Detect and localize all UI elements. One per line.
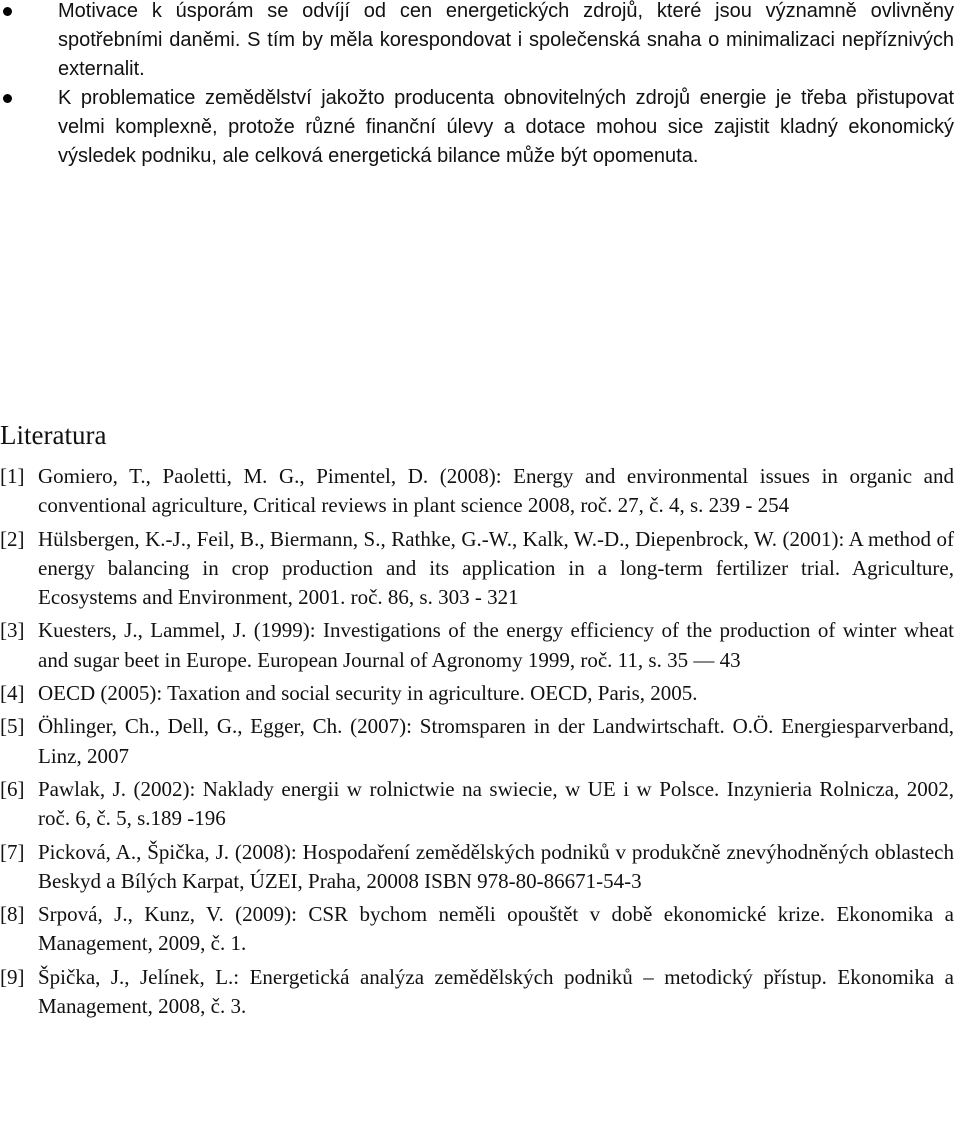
reference-item <box>0 775 954 834</box>
reference-text: Špička, J., Jelínek, L.: Energetická analýza zemědělských podniků – metodický přístup. Ekonomika a Management, 2008, č. 3. <box>38 964 954 1019</box>
reference-item <box>0 679 954 708</box>
reference-text: Hülsbergen, K.-J., Feil, B., Biermann, S., Rathke, G.-W., Kalk, W.-D., Diepenbrock, W. (2001): A method of energy balancing in crop production and its application in a long-term fertilizer trial. Agriculture, Ecosystems and Environment, 2001. roč. 86, s. 303 - 321 <box>38 526 954 610</box>
reference-item <box>0 963 954 1022</box>
reference-number: [4] <box>0 681 25 706</box>
reference-text: Öhlinger, Ch., Dell, G., Egger, Ch. (2007): Stromsparen in der Landwirtschaft. O.Ö. Energiesparverband, Linz, 2007 <box>38 714 954 768</box>
reference-item <box>0 525 954 613</box>
reference-text: Pawlak, J. (2002): Naklady energii w rolnictwie na swiecie, w UE i w Polsce. Inzynieria Rolnicza, 2002, roč. 6, č. 5, s.189 -196 <box>38 776 954 831</box>
reference-text: OECD (2005): Taxation and social security in agriculture. OECD, Paris, 2005. <box>38 681 698 706</box>
reference-text: Gomiero, T., Paoletti, M. G., Pimentel, D. (2008): Energy and environmental issues in organic and conventional agriculture, Critical reviews in plant science 2008, roč. 27, č. 4, s. 239 - 254 <box>38 464 954 518</box>
reference-text: Kuesters, J., Lammel, J. (1999): Investigations of the energy efficiency of the production of winter wheat and sugar beet in Europe. European Journal of Agronomy 1999, roč. 11, s. 35 — 43 <box>38 618 954 672</box>
reference-number: [1] <box>0 464 25 488</box>
reference-number: [5] <box>0 714 25 739</box>
reference-item <box>0 616 954 675</box>
reference-number: [7] <box>0 839 25 864</box>
reference-number: [9] <box>0 964 25 989</box>
reference-item <box>0 900 954 959</box>
reference-number: [8] <box>0 902 25 927</box>
bullet-item <box>0 0 960 84</box>
bullet-text: Motivace k úsporám se odvíjí od cen energetických zdrojů, které jsou významně ovlivněny spotřebními daněmi. S tím by měla korespondovat i společenská snaha o minimalizaci nepříznivých externalit. <box>58 0 954 80</box>
section-heading: Literatura <box>0 420 107 450</box>
reference-item <box>0 462 954 521</box>
reference-number: [2] <box>0 526 25 551</box>
reference-number: [6] <box>0 776 25 801</box>
bullet-text: K problematice zemědělství jakožto producenta obnovitelných zdrojů energie je třeba přistupovat velmi komplexně, protože různé finanční úlevy a dotace mohou sice zajistit kladný ekonomický výsledek podniku, ale celková energetická bilance může být opomenuta. <box>58 87 954 167</box>
reference-item <box>0 838 954 897</box>
bullet-item <box>0 84 960 171</box>
reference-text: Srpová, J., Kunz, V. (2009): CSR bychom neměli opouštět v době ekonomické krize. Ekonomika a Management, 2009, č. 1. <box>38 902 954 956</box>
reference-item <box>0 712 954 771</box>
bullet-list <box>0 0 960 171</box>
reference-text: Picková, A., Špička, J. (2008): Hospodaření zemědělských podniků v produkčně znevýhodněných oblastech Beskyd a Bílých Karpat, ÚZEI, Praha, 20008 ISBN 978-80-86671-54-3 <box>38 839 954 893</box>
reference-number: [3] <box>0 618 25 643</box>
bullet-dot-icon <box>3 94 12 103</box>
reference-list <box>0 462 954 1025</box>
bullet-dot-icon <box>3 7 12 16</box>
